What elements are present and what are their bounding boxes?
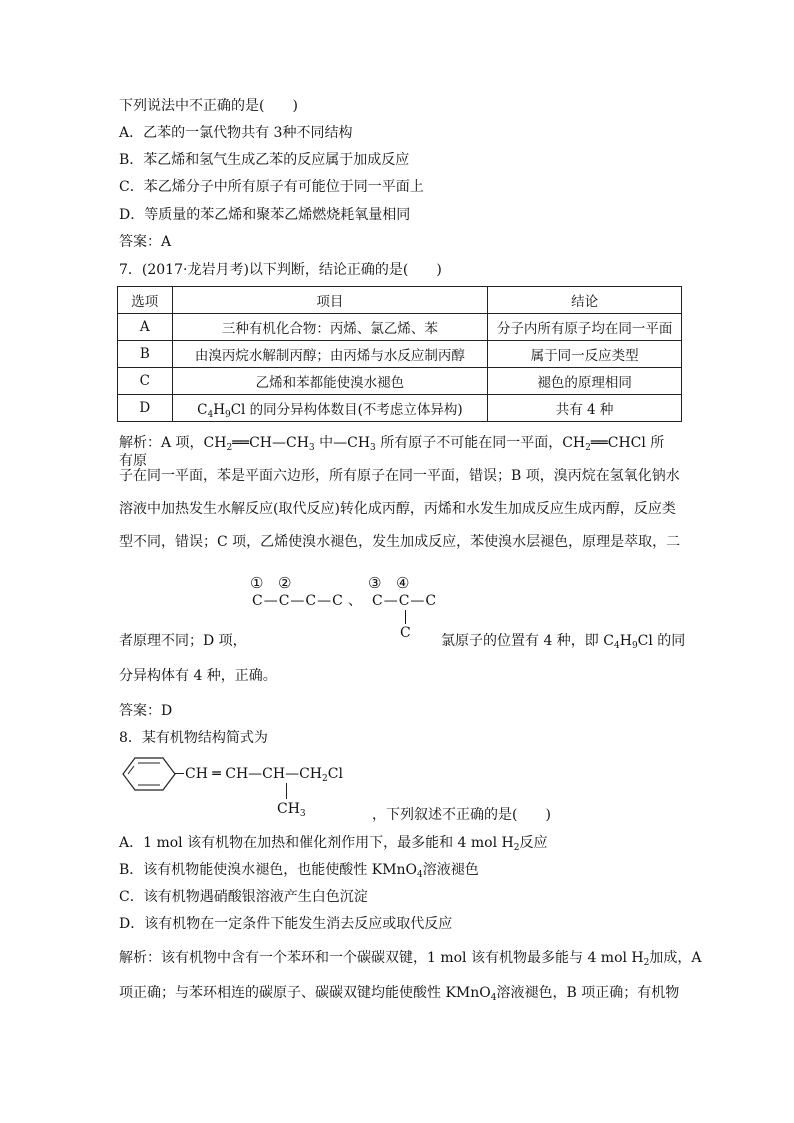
text: CH ═ CH—CH—CH xyxy=(185,766,323,782)
subscript: 9 xyxy=(631,641,638,651)
carbon-chain-1: C—C—C—C xyxy=(252,593,344,609)
question-stem: 7．(2017·龙岩月考)以下判断，结论正确的是( ) xyxy=(119,262,442,278)
text: 所有原子不可能在同一平面，CH xyxy=(375,435,586,451)
text: 反应 xyxy=(519,835,548,851)
formula-main xyxy=(185,765,343,783)
formula-text: C xyxy=(197,402,208,418)
explanation-line: 溶液中加热发生水解反应(取代反应)转化成丙醇，丙烯和水发生加成反应生成丙醇，反应类 xyxy=(119,501,676,517)
table-cell: 共有 4 种 xyxy=(488,395,682,422)
table-cell: C xyxy=(118,368,173,395)
table-cell xyxy=(172,395,488,422)
text: 溶液褪色 xyxy=(422,862,479,878)
subscript: 4 xyxy=(207,410,214,420)
text: 氯原子的位置有 4 种，即 C xyxy=(441,633,614,649)
table-cell: B xyxy=(118,341,173,368)
text: CH xyxy=(277,801,300,817)
text: 项正确；与苯环相连的碳原子、碳碳双键均能使酸性 KMnO xyxy=(119,985,491,1001)
table-cell: 三种有机化合物：丙烯、氯乙烯、苯 xyxy=(172,314,488,341)
carbon-chain-2: C—C—C xyxy=(372,593,438,609)
question-stem: 下列说法中不正确的是( ) xyxy=(119,98,298,114)
table-row xyxy=(118,341,682,368)
formula-branch xyxy=(277,800,306,818)
option-d: D．该有机物在一定条件下能发生消去反应或取代反应 xyxy=(119,916,453,932)
subscript: 4 xyxy=(490,993,497,1003)
explanation-line: 分异构体有 4 种，正确。 xyxy=(119,668,277,684)
text: ══CHCl 所有原 xyxy=(119,435,665,469)
option-c: C．该有机物遇硝酸银溶液产生白色沉淀 xyxy=(119,889,368,905)
branch-bond xyxy=(286,783,287,799)
branch-bond xyxy=(405,610,406,624)
text: Cl xyxy=(327,766,343,782)
option-a: A．乙苯的一氯代物共有 3种不同结构 xyxy=(119,125,353,141)
formula-text: Cl 的同分异构体数目(不考虑立体异构) xyxy=(230,402,463,418)
table-row xyxy=(118,314,682,341)
table-cell: 褪色的原理相同 xyxy=(488,368,682,395)
table-header-row xyxy=(118,287,682,314)
text: 溶液褪色，B 项正确；有机物 xyxy=(496,985,680,1001)
table-cell: A xyxy=(118,314,173,341)
subscript: 4 xyxy=(613,641,620,651)
subscript: 9 xyxy=(224,410,231,420)
explanation-line xyxy=(119,984,679,1002)
question-stem: 8．某有机物结构简式为 xyxy=(119,730,268,746)
table-cell: D xyxy=(118,395,173,422)
explanation-line xyxy=(119,949,702,967)
explanation-line: 子在同一平面，苯是平面六边形，所有原子在同一平面，错误；B 项，溴丙烷在氢氧化钠水 xyxy=(119,468,680,484)
table-header-cell: 选项 xyxy=(118,287,173,314)
benzene-ring-icon xyxy=(121,756,177,792)
position-marker: ③ xyxy=(368,574,382,592)
subscript: 2 xyxy=(322,774,328,784)
explanation-line: 者原理不同；D 项， xyxy=(119,633,247,649)
text: 中—CH xyxy=(314,435,371,451)
subscript: 2 xyxy=(226,443,233,453)
formula-text: H xyxy=(213,402,225,418)
text: 解析：A 项，CH xyxy=(119,435,227,451)
text: A．1 mol 该有机物在加热和催化剂作用下，最多能和 4 mol H xyxy=(119,835,514,851)
answer-line: 答案：A xyxy=(119,234,172,250)
subscript: 2 xyxy=(513,843,520,853)
question-stem-tail: ，下列叙述不正确的是( ) xyxy=(372,807,551,823)
table-cell: 由溴丙烷水解制丙醇；由丙烯与水反应制丙醇 xyxy=(172,341,488,368)
subscript: 4 xyxy=(417,870,423,880)
table-cell: 乙烯和苯都能使溴水褪色 xyxy=(172,368,488,395)
subscript: 3 xyxy=(370,443,376,453)
text: 解析：该有机物中含有一个苯环和一个碳碳双键，1 mol 该有机物最多能与 4 mol H xyxy=(119,950,644,966)
position-marker: ④ xyxy=(396,574,410,592)
table-header-cell: 结论 xyxy=(488,287,682,314)
table-cell: 属于同一反应类型 xyxy=(488,341,682,368)
explanation-line: 型不同，错误；C 项，乙烯使溴水褪色，发生加成反应，苯使溴水层褪色，原理是萃取，二 xyxy=(119,534,681,550)
branch-carbon: C xyxy=(400,625,411,641)
text: H xyxy=(619,633,632,649)
separator: 、 xyxy=(348,593,362,609)
explanation-line xyxy=(119,434,676,470)
table-row xyxy=(118,395,682,422)
subscript: 3 xyxy=(299,809,306,819)
option-b xyxy=(119,861,479,879)
subscript: 2 xyxy=(643,958,650,968)
text: Cl 的同 xyxy=(637,633,686,649)
subscript: 3 xyxy=(308,443,315,453)
option-a xyxy=(119,834,547,852)
text: ══CH—CH xyxy=(232,435,309,451)
table-header-cell: 项目 xyxy=(172,287,488,314)
text: 加成，A xyxy=(649,950,702,966)
option-d: D．等质量的苯乙烯和聚苯乙烯燃烧耗氧量相同 xyxy=(119,207,411,223)
carbon-chain-figure xyxy=(248,574,448,644)
subscript: 2 xyxy=(585,443,591,453)
answer-line: 答案：D xyxy=(119,703,173,719)
position-marker: ② xyxy=(278,574,292,592)
comparison-table xyxy=(117,286,682,422)
option-c: C．苯乙烯分子中所有原子有可能位于同一平面上 xyxy=(119,179,424,195)
text: B．该有机物能使溴水褪色，也能使酸性 KMnO xyxy=(119,862,418,878)
structural-formula xyxy=(119,756,379,820)
bond-line xyxy=(174,773,184,774)
explanation-line xyxy=(441,632,685,650)
option-b: B．苯乙烯和氢气生成乙苯的反应属于加成反应 xyxy=(119,152,410,168)
table-row xyxy=(118,368,682,395)
table-cell: 分子内所有原子均在同一平面 xyxy=(488,314,682,341)
position-marker: ① xyxy=(250,574,264,592)
